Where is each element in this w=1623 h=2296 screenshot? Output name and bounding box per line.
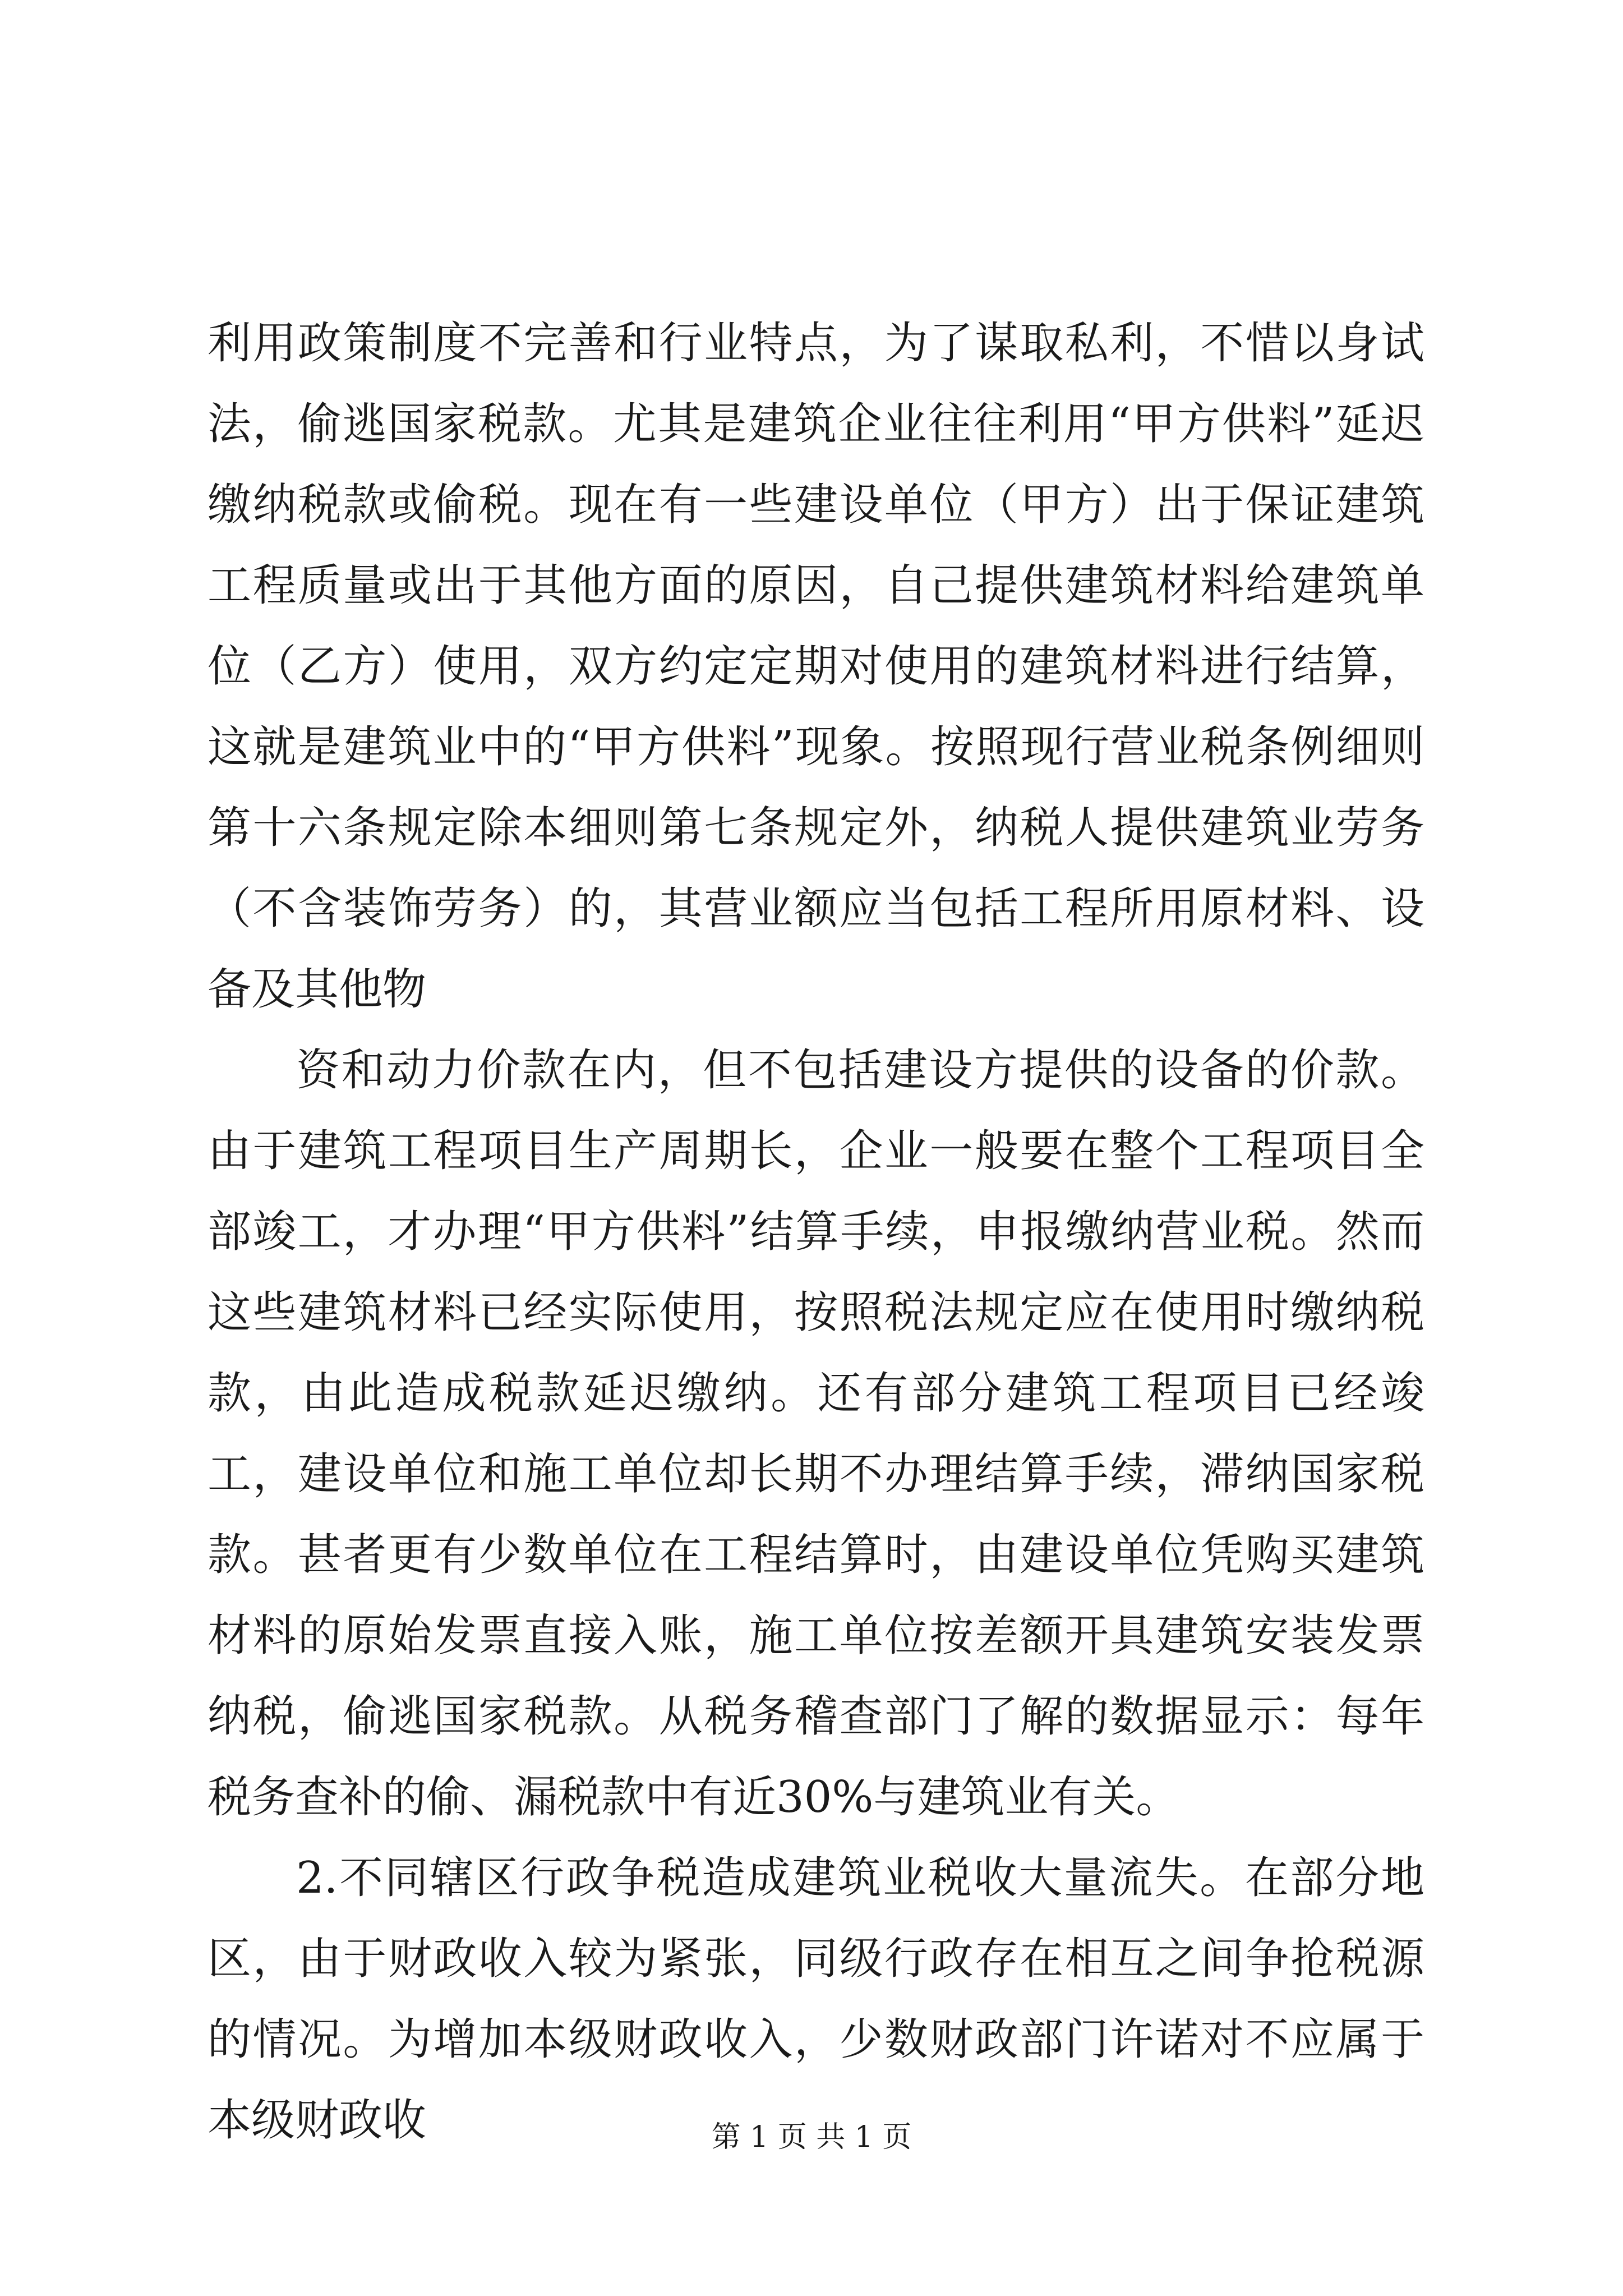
document-body <box>208 303 1424 2161</box>
paragraph-jurisdiction-tax: 2.不同辖区行政争税造成建筑业税收大量流失。在部分地区，由于财政收入较为紧张，同级行政存在相互之间争抢税源的情况。为增加本级财政收入，少数财政部门许诺对不应属于本级财政收 <box>208 1853 1424 2146</box>
paragraph-continuation: 利用政策制度不完善和行业特点，为了谋取私利，不惜以身试法，偷逃国家税款。尤其是建筑企业往往利用“甲方供料”延迟缴纳税款或偷税。现在有一些建设单位（甲方）出于保证建筑工程质量或出于其他方面的原因，自己提供建筑材料给建筑单位（乙方）使用，双方约定定期对使用的建筑材料进行结算，这就是建筑业中的“甲方供料”现象。按照现行营业税条例细则第十六条规定除本细则第七条规定外，纳税人提供建筑业劳务（不含装饰劳务）的，其营业额应当包括工程所用原材料、设备及其他物 <box>208 318 1424 1015</box>
paragraph-price-settlement: 资和动力价款在内，但不包括建设方提供的设备的价款。由于建筑工程项目生产周期长，企业一般要在整个工程项目全部竣工，才办理“甲方供料”结算手续，申报缴纳营业税。然而这些建筑材料已经实际使用，按照税法规定应在使用时缴纳税款，由此造成税款延迟缴纳。还有部分建筑工程项目已经竣工，建设单位和施工单位却长期不办理结算手续，滞纳国家税款。甚者更有少数单位在工程结算时，由建设单位凭购买建筑材料的原始发票直接入账，施工单位按差额开具建筑安装发票纳税，偷逃国家税款。从税务稽查部门了解的数据显示：每年税务查补的偷、漏税款中有近30%与建筑业有关。 <box>208 1045 1424 1823</box>
page-footer: 第 1 页 共 1 页 <box>711 2120 912 2154</box>
